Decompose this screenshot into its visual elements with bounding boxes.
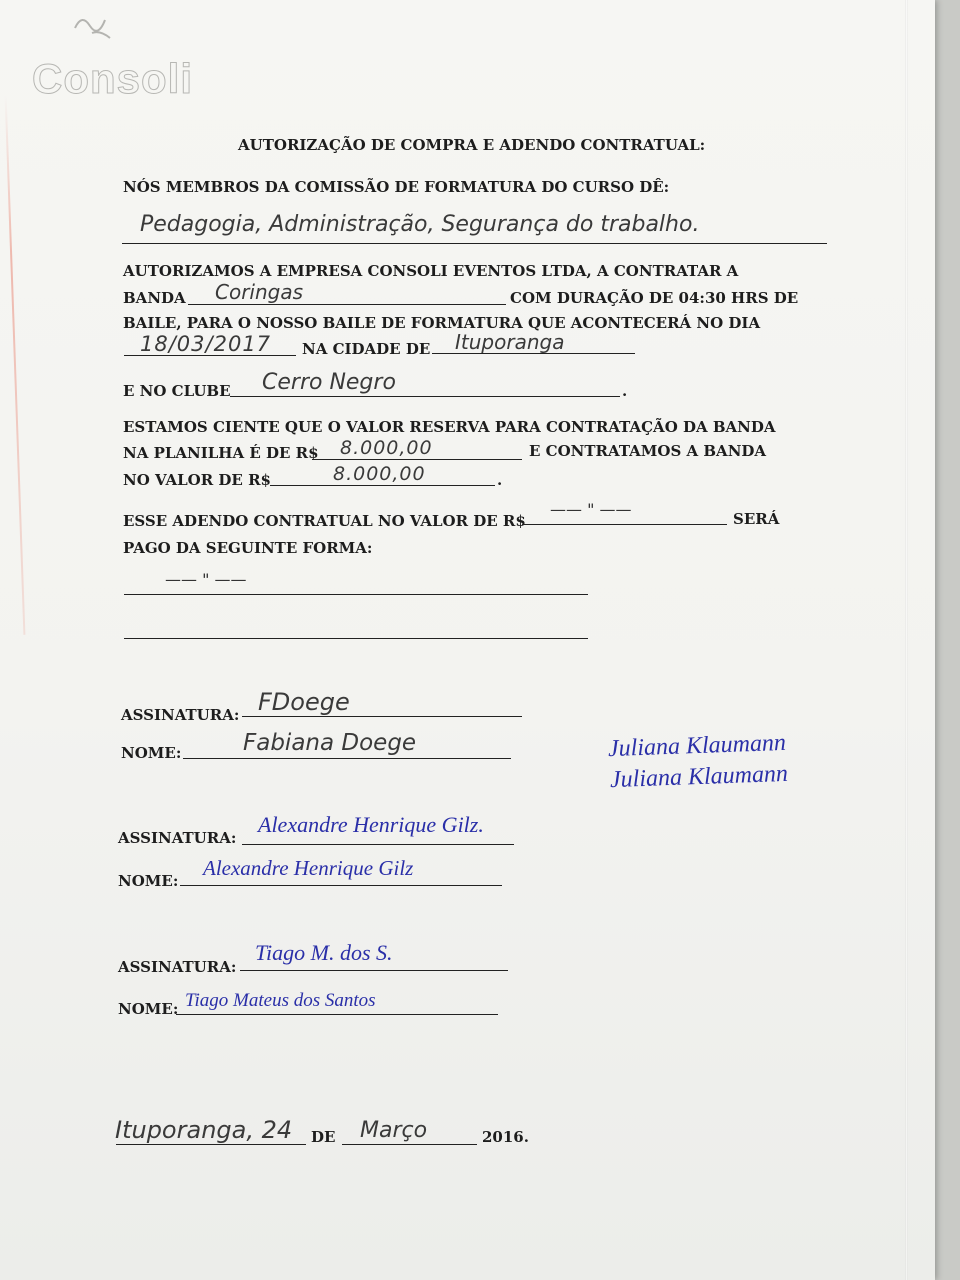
date-place-line xyxy=(116,1144,306,1145)
city-value: Ituporanga xyxy=(455,330,565,354)
reserve-line xyxy=(312,459,522,460)
assinatura-line-2 xyxy=(242,844,514,845)
name-3: Tiago Mateus dos Santos xyxy=(185,990,376,1011)
signature-1: FDoege xyxy=(258,688,350,716)
nome-label-2: NOME: xyxy=(118,872,179,890)
city-line xyxy=(432,353,635,354)
valor-label: NO VALOR DE R$ xyxy=(123,471,271,489)
club-line xyxy=(230,396,620,397)
banda-line xyxy=(188,304,506,305)
side-name: Juliana Klaumann xyxy=(609,760,789,794)
payment-line-1 xyxy=(124,594,588,595)
date-month-line xyxy=(342,1144,477,1145)
assinatura-label-1: ASSINATURA: xyxy=(121,706,240,724)
date-de-1: DE xyxy=(311,1128,336,1146)
intro-text: NÓS MEMBROS DA COMISSÃO DE FORMATURA DO CURSO DÊ: xyxy=(123,178,670,196)
signature-3: Tiago M. dos S. xyxy=(255,940,393,965)
adendo-line xyxy=(522,524,727,525)
signature-2: Alexandre Henrique Gilz. xyxy=(258,812,484,837)
date-year: 2016. xyxy=(482,1128,529,1146)
nome-line-2 xyxy=(180,885,502,886)
adendo-value: —— " —— xyxy=(550,500,632,519)
document-title: AUTORIZAÇÃO DE COMPRA E ADENDO CONTRATUAL: xyxy=(238,136,706,154)
nome-label-3: NOME: xyxy=(118,1000,179,1018)
page-fold xyxy=(905,0,908,1280)
event-date-line xyxy=(124,355,296,356)
valor-line xyxy=(270,485,495,486)
duration-text: COM DURAÇÃO DE 04:30 HRS DE xyxy=(510,289,799,307)
payment-line-2 xyxy=(124,638,588,639)
authorize-text: AUTORIZAMOS A EMPRESA CONSOLI EVENTOS LTDA, A CONTRATAR A xyxy=(123,262,739,280)
banda-label: BANDA xyxy=(123,289,186,307)
valor-end: . xyxy=(497,471,503,489)
sera-label: SERÁ xyxy=(733,510,780,528)
nome-line-3 xyxy=(176,1014,498,1015)
contract-text: E CONTRATAMOS A BANDA xyxy=(529,442,767,460)
valor-value: 8.000,00 xyxy=(333,463,426,485)
date-place: Ituporanga, 24 xyxy=(115,1116,293,1144)
assinatura-line-1 xyxy=(242,716,522,717)
nome-label-1: NOME: xyxy=(121,744,182,762)
date-month: Março xyxy=(360,1118,428,1143)
reserve-value: 8.000,00 xyxy=(340,437,433,459)
reserve-label: NA PLANILHA É DE R$ xyxy=(123,444,319,462)
event-date-value: 18/03/2017 xyxy=(140,332,272,356)
banda-value: Coringas xyxy=(215,280,304,304)
payment-value: —— " —— xyxy=(165,570,247,589)
city-label: NA CIDADE DE xyxy=(302,340,431,358)
red-marker-stroke xyxy=(5,95,26,635)
club-value: Cerro Negro xyxy=(262,370,396,395)
assinatura-label-2: ASSINATURA: xyxy=(118,829,237,847)
baile-text: BAILE, PARA O NOSSO BAILE DE FORMATURA QUE ACONTECERÁ NO DIA xyxy=(123,314,761,332)
name-1: Fabiana Doege xyxy=(243,730,417,756)
adendo-label: ESSE ADENDO CONTRATUAL NO VALOR DE R$ xyxy=(123,512,526,530)
company-logo: Consoli xyxy=(32,55,193,102)
payment-label: PAGO DA SEGUINTE FORMA: xyxy=(123,539,373,557)
assinatura-line-3 xyxy=(240,970,508,971)
reserve-text: ESTAMOS CIENTE QUE O VALOR RESERVA PARA CONTRATAÇÃO DA BANDA xyxy=(123,418,776,436)
side-signature: Juliana Klaumann xyxy=(607,729,787,763)
courses-value: Pedagogia, Administração, Segurança do trabalho. xyxy=(140,212,700,237)
assinatura-label-3: ASSINATURA: xyxy=(118,958,237,976)
logo-mark-icon xyxy=(70,8,120,48)
club-label: E NO CLUBE xyxy=(123,382,231,400)
name-2: Alexandre Henrique Gilz xyxy=(203,856,414,880)
nome-line-1 xyxy=(183,758,511,759)
club-end: . xyxy=(622,382,628,400)
courses-line xyxy=(122,243,827,244)
